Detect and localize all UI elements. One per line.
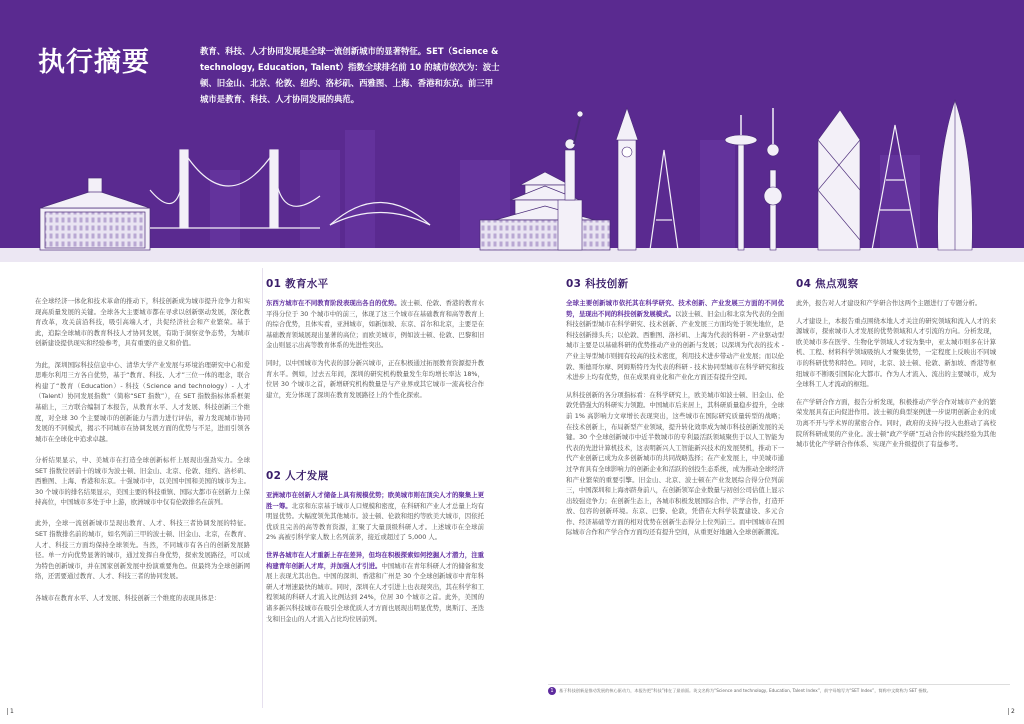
talent-lead: 亚洲城市在创新人才储备上具有规模优势；欧美城市则在顶尖人才的聚集上更胜一筹。 [266,491,484,510]
section-heading-talent: 02 人才发展 [266,470,329,482]
section-heading-science: 03 科技创新 [566,278,629,290]
section-science [566,276,784,545]
edu-text-1: 波士顿、伦敦、香港的教育水平得分位于 30 个城市中的前三，体现了这三个城市在基础教育和高等教育上的综合优势，且体实看，亚洲城市，如新加坡、东京、首尔和北京，主要是在基础教育领域展现出显著的高位；而欧美城市，例如波士顿、伦敦、巴黎和旧金山则显示出高等教育体系的先进性突出。 [266,299,485,350]
left-paragraph: 此外，全球一流创新城市呈现出教育、人才、科技三者协调发展的特征。SET 指数排名前的城市，如名列前三甲的波士顿、旧金山、北京，在教育、人才、科技三方面均保持全球领先。当然，不同城市有各自的创新发展路径。单一方向优势显著的城市，通过发挥自身优势，探索发展路径，可以成为特色创新城市，并在国家创新发展中扮演重要角色。但最终为全球创新网络，还需要通过教育、人才、科技三者的协同发展。 [35,519,250,581]
sci-lead: 全球主要创新城市依托其在科学研究、技术创新、产业发展三方面的不同优势，呈现出不同的科技创新发展模式。 [566,299,784,318]
footnote-text: 基于科技创新是推动发展的核心驱动力，本报告把“科技”排在了最前面。英文名称为“Science and technology, Education, Talent Index”，前字母缩写为“SET Index”，简称中文简称为 SET 指数。 [559,688,931,693]
page-title: 执行摘要 [38,47,150,78]
left-column [35,296,250,614]
left-paragraph: 在全球经济一体化和技术革命的推动下，科技创新成为城市提升竞争力和实现高质量发展的关键。全球各大主要城市都在寻求以创新驱动发展，深化教育改革，攻关前沿科技，吸引高端人才，共促经济社会和产业繁荣。基于此，追踪全球城市的教育科技人才协同发展，有助于洞察竞争态势，为城市创新建设提供现实和经验参考，具有重要的意义和价值。 [35,297,250,348]
talent-text-1: 北京和东京基于城市人口规模和密度，在科研和产业人才总量上均有明显优势。大幅度领先其他城市。波士顿、伦敦和纽约等欧美大城市，因依托优质且完善的高等教育资源，汇聚了大量顶级科研人才。上述城市在全球前 2% 高被引科学家人数上名列前茅，接近或超过了 5,000 人。 [266,501,485,542]
edu-text-2: 同时，以中国城市为代表的部分新兴城市，正在积极通过拓展教育资源提升教育水平。例如，过去五年间，深圳的研究机构数量发生年均增长率达 18%，位居 30 个城市之首，新增研究机构数量是与产业界或其它城市一流高校合作建立，充分体现了深圳在教育发展路径上的个性化探索。 [266,358,484,399]
talent-text-2: 中国城市在青年科研人才的储备和发展上表现尤其出色。中国的深圳、香港和广州是 30 个全球创新城市中青年科研人才增速最快的城市。同时，深圳在人才引进上也表现突出，其在科学和工程领域的科研人才流入比例达到 24%，位居 30 个城市之首。此外，美国的诸多新兴科技城市在吸引全球优质人才方面也展现出明显优势，奥斯汀、圣迭戈和旧金山的人才流入占比均位居前列。 [266,561,485,623]
column-divider [262,268,263,708]
left-paragraph: 分析结果显示，中、美城市在打造全球创新标杆上展现出强劲实力。全球 SET 指数位居前十的城市为波士顿、旧金山、北京、伦敦、纽约、洛杉矶、西雅图、上海、香港和东京。十强城市中，以美国中国和美国的城市为主。30 个城市的排名结果显示，美国主要的科技重镇、国际大都市在创新力上保持高位，中国城市多处于中上游，欧洲城市中仅有伦敦排名在前列。 [35,455,250,507]
edu-lead: 东西方城市在不同教育阶段表现出各自的优势。 [266,299,401,307]
footnote-number: 1 [548,687,556,695]
page-number-left: 1 [7,708,14,715]
section-education [266,276,484,407]
section-heading-focus: 04 焦点观察 [796,278,859,290]
section-talent [266,468,484,631]
focus-text-3: 在产学研合作方面，报告分析发现，积极推动产学合作对城市产业的繁荣发展具有正向促进作用。波士顿的典型案例进一步说明创新企业的成功离不开与学术界的紧密合作。同时，政府的支持与投入也推动了高校院所科研成果的产业化。波士顿“政产学研”互动合作的实践经验为其他城市优化产学研合作体系、实现产业升级提供了有益参考。 [796,397,996,449]
hero-banner [0,0,1024,262]
footnote [548,684,1010,695]
talent-lead-2: 世界各城市在人才重新上存在差异，但均在积极探索如何挖掘人才潜力，注重构建青年创新人才库，并加强人才引进。 [266,550,484,570]
left-paragraph: 为此，深圳国际科技信息中心、清华大学产业发展与环境治理研究中心和爱思唯尔利用三方各自优势，基于“教育、科技、人才”三位一体的理念，联合构建了“教育（Education）- 科技（Science and technology）- 人才（Talent）协同发展指数”（简称“SET 指数”），在 SET 指数指标体系框架基础上，三方联合编制了本报告，从教育水平、人才发展、科技创新三个维度，对全球 30 个主要城市的创新能力与潜力进行评估，着力发现城市协同发展的不同模式，揭示不同城市在协调发展方面的优势与不足，进而引领各城市在全球化中追求卓越。 [35,360,250,443]
left-paragraph: 各城市在教育水平、人才发展、科技创新三个维度的表现具体是： [35,593,221,602]
section-focus [796,276,996,457]
sci-text-2: 从科技创新的各分项指标看：在科学研究上，欧美城市如波士顿、旧金山、伦敦凭借强大的科研实力领跑。中国城市后来居上，其科研质量稳步提升，全球前 1% 高影响力文章增长表现突出，这些城市在国际研究质量转型的战略；在技术创新上，布局新型产业领域，提升转化效率成为城市科技创新发展的关键。30 个全球创新城市中近半数城市的专利最活跃领域聚焦于以人工智能为代表的先进计算机技术，这表明新兴人工智能新兴技术的发展契机，推动下一代产业创新已成为众多创新城市的共同战略选择；在产业发展上，中美城市通过孕育具有全球影响力的创新企业和活跃的创投生态系统，成为推动全球经济和产业繁荣的重要引擎。旧金山、北京、波士顿在产业发展综合得分位列前三，中国深圳和上海亦跻身前八，在创新领军企业数量与初创公司估值上显示出较强竞争力；在创新生态上，各城市积极发展国际合作、产学合作，打造开放、包容的创新环境。东京、巴黎、伦敦，凭借在大科学装置建设、多元合作、经济基础等方面的相对优势在创新生态得分上位列前三。而中国城市在国际城市合作和产学合作方面均还有提升空间，从重更好地融入全球创新潮流。 [566,390,784,537]
focus-text-2: 人才建设上，本报告重点围绕本地人才关注的研究领域和流入人才的来源城市，探索城市人才发展的优势领域和人才引流的方向。分析发现，欧美城市多在医学、生物化学领域人才较为集中，亚太城市则多在计算机、工程、材料科学领域吸纳人才聚集优势，一定程度上反映出不同城市的科研优势和特色。同时，北京、波士顿、伦敦、新加坡、香港等枢纽城市不断吸引国际化大都市。作为人才流入、流出的主要城市，成为全球科工人才流动的枢纽。 [796,316,996,389]
page-number-right: 2 [1008,708,1015,715]
focus-text-1: 此外，报告对人才建设和产学研合作这两个主题进行了专题分析。 [796,299,982,307]
skyline-illustration [0,0,1024,262]
sci-text-1: 以波士顿、旧金山和北京为代表的全面科技创新型城市在科学研究、技术创新、产业发展三方面均处于领先地位，是科技创新排头兵；以伦敦、西雅图、洛杉矶、上海为代表的科研 - 产业驱动型城市主要是以基础科研的优势推动产业的创新与发展；以深圳为代表的技术 - 产业主导型城市则拥有较高的技术密度，利用技术进步带动产业发展；而以伦敦、斯德哥尔摩、阿姆斯特丹为代表的科研 - 技术协同型城市在科学研究和技术进步上均有优势，但在成果商业化和产业化方面还有提升空间。 [566,309,785,382]
hero-intro: 教育、科技、人才协同发展是全球一流创新城市的显著特征。SET（Science & technology, Education, Talent）指数全球排名前 10 的城市依次为：波士顿、旧金山、北京、伦敦、纽约、洛杉矶、西雅图、上海、香港和东京。前三甲城市是教育、科技、人才协同发展的典范。 [200,46,500,104]
section-heading-education: 01 教育水平 [266,278,329,290]
